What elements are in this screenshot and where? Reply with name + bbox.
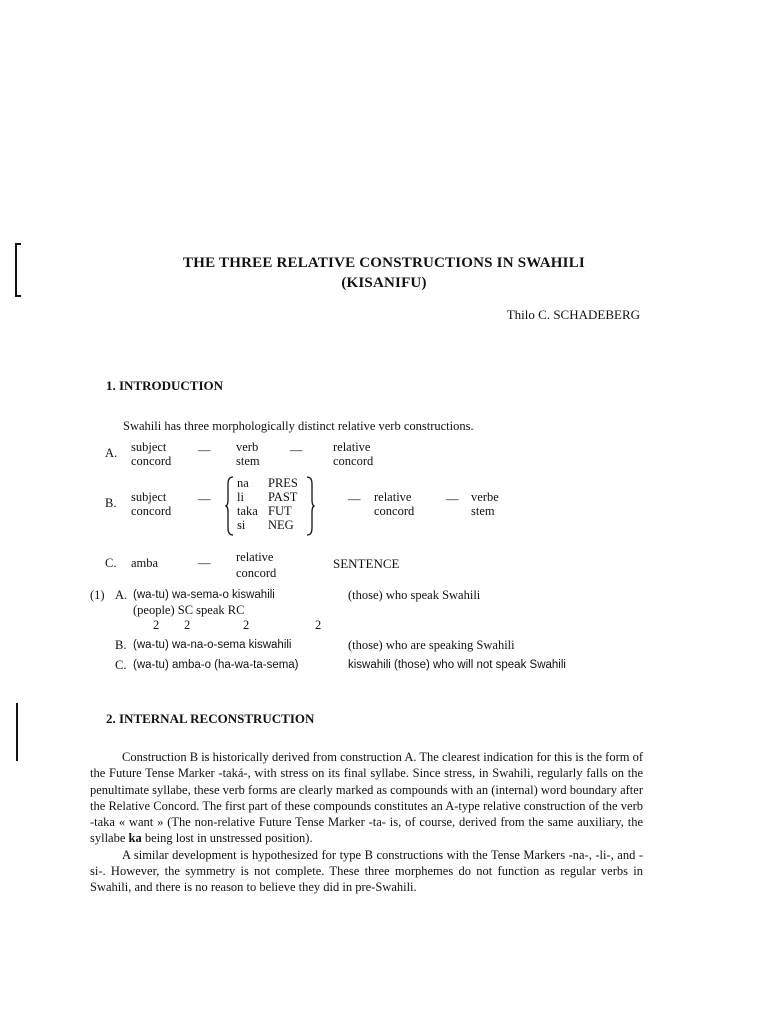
example-c-gloss: kiswahili (those) who will not speak Swahili xyxy=(348,659,566,671)
schema-b-dash1: — xyxy=(198,492,211,506)
class-number: 2 xyxy=(184,618,191,632)
schema-a-dash1: — xyxy=(198,443,211,457)
tense-morph-li: li xyxy=(237,490,244,504)
example-b-gloss: (those) who are speaking Swahili xyxy=(348,638,515,652)
schema-b-col3-line2: concord xyxy=(374,504,415,518)
schema-c-col2-line2: concord xyxy=(236,566,277,580)
paragraph-1-bold-syllable: ka xyxy=(128,831,142,846)
class-number: 2 xyxy=(315,618,322,632)
schema-a-dash2: — xyxy=(290,443,303,457)
class-number: 2 xyxy=(153,618,160,632)
schema-a-letter: A. xyxy=(105,446,118,460)
right-brace xyxy=(305,476,315,536)
example-number: (1) xyxy=(90,588,105,602)
paragraph-1 xyxy=(90,749,643,847)
schema-a-col1-line2: concord xyxy=(131,454,172,468)
tense-morph-si: si xyxy=(237,518,246,532)
paper-title-line2: (KISANIFU) xyxy=(341,275,427,291)
schema-c-col2-line1: relative xyxy=(236,550,274,564)
class-number: 2 xyxy=(243,618,250,632)
schema-a-col3-line2: concord xyxy=(333,454,374,468)
schema-b-col1-line1: subject xyxy=(131,490,167,504)
schema-b-letter: B. xyxy=(105,496,117,510)
example-b-letter: B. xyxy=(115,638,127,652)
example-a-interlinear: (people) SC speak RC xyxy=(133,603,245,617)
tense-label-neg: NEG xyxy=(268,518,294,532)
tense-label-pres: PRES xyxy=(268,476,298,490)
paragraph-2: A similar development is hypothesized for type B constructions with the Tense Markers -na-, -li-, and -si-. However, the symmetry is not complete. These three morphemes do not function as regular verbs in Swahili, and there is no reason to believe they did in pre-Swahili. xyxy=(90,847,643,895)
paragraph-1-text: Construction B is historically derived from construction A. The clearest indication for this is the form of the Future Tense Marker -taká-, with stress on its final syllabe. Since stress, in Swahili, regularly falls on the penultimate syllabe, these verb forms are clearly marked as compounds with an (internal) word boundary after the Relative Concord. The first part of these compounds constitutes an A-type relative construction of the verb -taka « want » (The non-relative Future Tense Marker -ta- is, of course, derived from the same auxiliary, the syllabe xyxy=(90,750,643,846)
paragraph-1-tail: being lost in unstressed position). xyxy=(144,831,313,846)
section2-heading: 2. INTERNAL RECONSTRUCTION xyxy=(106,711,315,726)
schema-a-col2-line1: verb xyxy=(236,440,259,454)
paper-title-line1: THE THREE RELATIVE CONSTRUCTIONS IN SWAHILI xyxy=(183,255,585,271)
schema-b-dash3: — xyxy=(446,492,459,506)
example-c-form: (wa-tu) amba-o (ha-wa-ta-sema) xyxy=(133,659,299,671)
tense-morph-na: na xyxy=(237,476,249,490)
example-c-letter: C. xyxy=(115,658,127,672)
margin-rule-mid xyxy=(16,703,18,761)
schema-b-col1-line2: concord xyxy=(131,504,172,518)
schema-b-col4-line2: stem xyxy=(471,504,495,518)
schema-b-col3-line1: relative xyxy=(374,490,412,504)
schema-a-col3-line1: relative xyxy=(333,440,371,454)
tense-morph-taka: taka xyxy=(237,504,258,518)
example-b-form: (wa-tu) wa-na-o-sema kiswahili xyxy=(133,639,292,651)
example-a-gloss: (those) who speak Swahili xyxy=(348,588,481,602)
schema-a-col1-line1: subject xyxy=(131,440,167,454)
schema-c-col1: amba xyxy=(131,556,159,570)
example-a-letter: A. xyxy=(115,588,128,602)
example-a-form: (wa-tu) wa-sema-o kiswahili xyxy=(133,589,275,601)
schema-a-col2-line2: stem xyxy=(236,454,260,468)
margin-rule-top-tick xyxy=(15,243,21,245)
author: Thilo C. SCHADEBERG xyxy=(506,307,640,322)
schema-c-col3: SENTENCE xyxy=(333,556,400,571)
margin-rule-bottom-tick xyxy=(15,295,21,297)
schema-c-letter: C. xyxy=(105,556,117,570)
tense-label-past: PAST xyxy=(268,490,298,504)
section2-body xyxy=(90,749,643,896)
tense-label-fut: FUT xyxy=(268,504,292,518)
schema-b-col4-line1: verbe xyxy=(471,490,499,504)
section1-intro: Swahili has three morphologically distinct relative verb constructions. xyxy=(123,419,474,433)
schema-c-dash: — xyxy=(198,556,211,570)
section1-heading: 1. INTRODUCTION xyxy=(106,378,224,393)
left-brace xyxy=(225,476,235,536)
schema-b-dash2: — xyxy=(348,492,361,506)
